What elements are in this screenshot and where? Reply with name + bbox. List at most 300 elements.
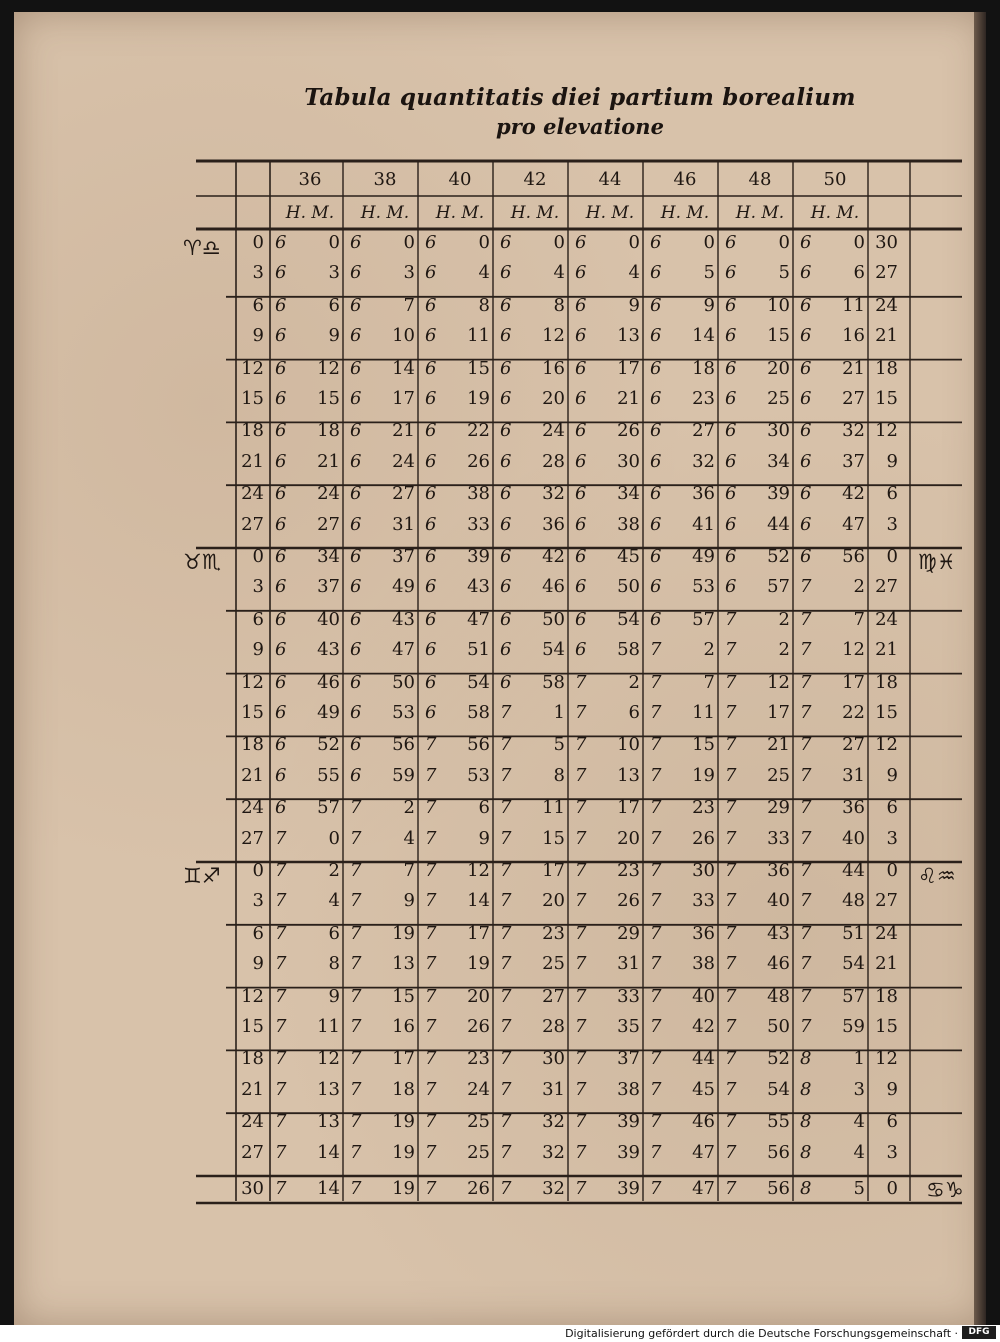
minute-value: 19	[467, 953, 490, 975]
minute-value: 17	[542, 860, 565, 881]
hour-value: 7	[275, 1016, 287, 1037]
hour-value: 7	[500, 1141, 512, 1163]
hour-value: 6	[350, 388, 362, 409]
hour-value: 6	[650, 608, 662, 630]
minute-value: 47	[842, 513, 865, 535]
degree-left: 9	[252, 953, 264, 975]
hour-value: 7	[575, 890, 587, 912]
hour-value: 6	[350, 734, 362, 756]
minute-value: 0	[778, 232, 790, 253]
minute-value: 25	[467, 1141, 490, 1163]
hour-value: 6	[575, 450, 587, 472]
minute-value: 21	[392, 420, 415, 442]
minute-value: 12	[467, 860, 490, 881]
elevation-header: 40	[448, 169, 472, 190]
minute-value: 32	[842, 420, 865, 442]
minute-value: 38	[467, 483, 490, 505]
elevation-header: 46	[673, 169, 697, 190]
minute-value: 19	[392, 1178, 415, 1199]
hour-value: 7	[500, 860, 512, 881]
hour-value: 6	[575, 357, 587, 379]
hour-value: 7	[425, 1016, 437, 1037]
hour-value: 7	[350, 1078, 362, 1100]
hour-value: 6	[650, 325, 662, 347]
degree-left: 18	[241, 1048, 264, 1070]
hour-value: 7	[350, 1016, 362, 1037]
hour-value: 7	[350, 922, 362, 944]
hour-value: 6	[275, 639, 287, 661]
minute-value: 20	[617, 827, 640, 849]
hour-value: 6	[350, 357, 362, 379]
hour-value: 6	[800, 546, 812, 567]
minute-value: 54	[767, 1078, 790, 1100]
hour-value: 7	[725, 764, 737, 786]
minute-value: 4	[403, 827, 415, 849]
hour-value: 6	[425, 702, 437, 723]
zodiac-right: ♋♑	[926, 1178, 964, 1202]
minute-value: 26	[467, 1016, 490, 1037]
minute-value: 40	[692, 985, 715, 1007]
elevation-header: 44	[598, 169, 622, 190]
hour-value: 6	[800, 388, 812, 409]
hour-value: 7	[500, 922, 512, 944]
minute-value: 14	[392, 357, 415, 379]
degree-right: 0	[886, 1178, 898, 1199]
minute-value: 9	[328, 985, 340, 1007]
minute-value: 42	[842, 483, 865, 505]
minute-value: 43	[392, 608, 415, 630]
minute-value: 15	[542, 827, 565, 849]
minute-value: 41	[692, 513, 715, 535]
hour-value: 7	[800, 985, 812, 1007]
minute-value: 24	[392, 450, 415, 472]
hour-value: 6	[725, 513, 737, 535]
hour-value: 6	[275, 513, 287, 535]
degree-left: 12	[241, 357, 264, 379]
minute-value: 16	[542, 357, 565, 379]
hour-value: 6	[350, 450, 362, 472]
page-subtitle: pro elevatione	[496, 114, 664, 139]
minute-value: 54	[467, 671, 490, 693]
footer-credit: Digitalisierung gefördert durch die Deutsche Forschungsgemeinschaft ·	[565, 1327, 958, 1340]
hm-header: H. M.	[360, 203, 410, 223]
hour-value: 7	[800, 671, 812, 693]
minute-value: 45	[692, 1078, 715, 1100]
minute-value: 0	[403, 232, 415, 253]
minute-value: 38	[617, 513, 640, 535]
minute-value: 8	[328, 953, 340, 975]
hour-value: 6	[500, 513, 512, 535]
minute-value: 2	[628, 671, 640, 693]
minute-value: 19	[392, 922, 415, 944]
minute-value: 13	[317, 1111, 340, 1133]
degree-right: 3	[886, 513, 898, 535]
minute-value: 18	[692, 357, 715, 379]
minute-value: 47	[467, 608, 490, 630]
hour-value: 7	[575, 985, 587, 1007]
minute-value: 18	[392, 1078, 415, 1100]
hour-value: 7	[650, 827, 662, 849]
minute-value: 27	[692, 420, 715, 442]
hour-value: 6	[650, 294, 662, 316]
minute-value: 18	[317, 420, 340, 442]
hour-value: 7	[275, 1178, 287, 1199]
hour-value: 7	[800, 702, 812, 723]
minute-value: 25	[767, 764, 790, 786]
minute-value: 4	[853, 1111, 865, 1133]
degree-right: 9	[886, 1078, 898, 1100]
degree-left: 15	[241, 1016, 264, 1037]
degree-left: 0	[252, 860, 264, 881]
degree-left: 30	[241, 1178, 264, 1199]
hour-value: 7	[725, 797, 737, 819]
hour-value: 6	[800, 357, 812, 379]
minute-value: 14	[317, 1178, 340, 1199]
hour-value: 6	[350, 608, 362, 630]
hour-value: 6	[350, 232, 362, 253]
minute-value: 56	[842, 546, 865, 567]
hour-value: 7	[350, 890, 362, 912]
hour-value: 6	[500, 483, 512, 505]
hour-value: 6	[500, 671, 512, 693]
minute-value: 32	[542, 483, 565, 505]
minute-value: 31	[617, 953, 640, 975]
hour-value: 7	[425, 1141, 437, 1163]
hour-value: 6	[650, 483, 662, 505]
hour-value: 7	[575, 1078, 587, 1100]
hour-value: 6	[725, 483, 737, 505]
minute-value: 36	[542, 513, 565, 535]
minute-value: 46	[767, 953, 790, 975]
minute-value: 26	[617, 420, 640, 442]
minute-value: 46	[542, 576, 565, 598]
degree-right: 3	[886, 827, 898, 849]
hour-value: 7	[350, 860, 362, 881]
minute-value: 9	[478, 827, 490, 849]
minute-value: 52	[767, 546, 790, 567]
hour-value: 7	[500, 827, 512, 849]
hour-value: 6	[275, 232, 287, 253]
hm-header: H. M.	[510, 203, 560, 223]
hour-value: 6	[425, 388, 437, 409]
hm-header: H. M.	[435, 203, 485, 223]
hour-value: 7	[275, 953, 287, 975]
hour-value: 7	[425, 890, 437, 912]
minute-value: 5	[853, 1178, 865, 1199]
minute-value: 0	[478, 232, 490, 253]
minute-value: 32	[542, 1111, 565, 1133]
hour-value: 7	[725, 639, 737, 661]
hour-value: 6	[725, 325, 737, 347]
hour-value: 7	[575, 1178, 587, 1199]
minute-value: 13	[317, 1078, 340, 1100]
hour-value: 6	[500, 388, 512, 409]
minute-value: 8	[478, 294, 490, 316]
minute-value: 39	[617, 1178, 640, 1199]
minute-value: 11	[317, 1016, 340, 1037]
minute-value: 26	[617, 890, 640, 912]
hour-value: 6	[650, 357, 662, 379]
minute-value: 29	[617, 922, 640, 944]
hour-value: 7	[575, 1141, 587, 1163]
minute-value: 17	[392, 1048, 415, 1070]
hour-value: 7	[650, 1078, 662, 1100]
degree-left: 3	[252, 262, 264, 284]
minute-value: 42	[542, 546, 565, 567]
hour-value: 6	[650, 546, 662, 567]
minute-value: 17	[467, 922, 490, 944]
minute-value: 37	[392, 546, 415, 567]
degree-right: 6	[886, 483, 898, 505]
minute-value: 10	[392, 325, 415, 347]
minute-value: 43	[467, 576, 490, 598]
minute-value: 12	[842, 639, 865, 661]
minute-value: 33	[692, 890, 715, 912]
hour-value: 6	[350, 262, 362, 284]
minute-value: 50	[617, 576, 640, 598]
minute-value: 0	[328, 827, 340, 849]
hour-value: 6	[725, 262, 737, 284]
hour-value: 6	[500, 639, 512, 661]
minute-value: 40	[317, 608, 340, 630]
minute-value: 34	[317, 546, 340, 567]
degree-left: 12	[241, 985, 264, 1007]
hour-value: 7	[350, 953, 362, 975]
minute-value: 21	[767, 734, 790, 756]
hour-value: 6	[350, 325, 362, 347]
minute-value: 53	[692, 576, 715, 598]
minute-value: 22	[467, 420, 490, 442]
minute-value: 5	[553, 734, 565, 756]
minute-value: 39	[467, 546, 490, 567]
hour-value: 6	[350, 671, 362, 693]
hour-value: 7	[575, 922, 587, 944]
minute-value: 33	[467, 513, 490, 535]
minute-value: 34	[617, 483, 640, 505]
minute-value: 38	[692, 953, 715, 975]
minute-value: 54	[542, 639, 565, 661]
minute-value: 47	[392, 639, 415, 661]
minute-value: 12	[317, 357, 340, 379]
hour-value: 6	[725, 450, 737, 472]
degree-right: 24	[875, 608, 898, 630]
hour-value: 6	[650, 262, 662, 284]
minute-value: 9	[628, 294, 640, 316]
hour-value: 7	[425, 953, 437, 975]
hour-value: 6	[500, 576, 512, 598]
hour-value: 7	[650, 702, 662, 723]
dfg-logo: DFG	[962, 1326, 996, 1339]
minute-value: 50	[767, 1016, 790, 1037]
minute-value: 38	[617, 1078, 640, 1100]
minute-value: 56	[767, 1141, 790, 1163]
hour-value: 6	[425, 639, 437, 661]
minute-value: 58	[542, 671, 565, 693]
degree-right: 9	[886, 764, 898, 786]
degree-left: 15	[241, 388, 264, 409]
minute-value: 0	[853, 232, 865, 253]
degree-left: 21	[241, 764, 264, 786]
minute-value: 10	[617, 734, 640, 756]
minute-value: 37	[842, 450, 865, 472]
degree-right: 18	[875, 357, 898, 379]
minute-value: 2	[853, 576, 865, 598]
minute-value: 0	[328, 232, 340, 253]
elevation-header: 36	[298, 169, 322, 190]
minute-value: 31	[842, 764, 865, 786]
minute-value: 50	[392, 671, 415, 693]
minute-value: 25	[467, 1111, 490, 1133]
minute-value: 33	[617, 985, 640, 1007]
minute-value: 54	[617, 608, 640, 630]
minute-value: 36	[692, 483, 715, 505]
minute-value: 17	[392, 388, 415, 409]
minute-value: 54	[842, 953, 865, 975]
hour-value: 6	[275, 450, 287, 472]
hour-value: 7	[575, 734, 587, 756]
hour-value: 6	[575, 608, 587, 630]
minute-value: 7	[853, 608, 865, 630]
degree-right: 21	[875, 953, 898, 975]
minute-value: 11	[842, 294, 865, 316]
minute-value: 32	[542, 1178, 565, 1199]
minute-value: 16	[392, 1016, 415, 1037]
hour-value: 7	[725, 1048, 737, 1070]
minute-value: 53	[467, 764, 490, 786]
hour-value: 7	[725, 985, 737, 1007]
minute-value: 16	[842, 325, 865, 347]
hour-value: 6	[500, 608, 512, 630]
hour-value: 6	[725, 357, 737, 379]
minute-value: 4	[328, 890, 340, 912]
minute-value: 7	[403, 294, 415, 316]
hour-value: 7	[425, 764, 437, 786]
minute-value: 56	[467, 734, 490, 756]
minute-value: 6	[853, 262, 865, 284]
minute-value: 15	[317, 388, 340, 409]
hour-value: 6	[650, 420, 662, 442]
minute-value: 21	[317, 450, 340, 472]
minute-value: 21	[617, 388, 640, 409]
hour-value: 6	[425, 513, 437, 535]
hour-value: 7	[500, 797, 512, 819]
hour-value: 7	[725, 890, 737, 912]
hour-value: 7	[725, 1016, 737, 1037]
hour-value: 7	[800, 922, 812, 944]
degree-right: 6	[886, 797, 898, 819]
minute-value: 52	[767, 1048, 790, 1070]
minute-value: 35	[617, 1016, 640, 1037]
minute-value: 26	[692, 827, 715, 849]
minute-value: 30	[767, 420, 790, 442]
minute-value: 59	[392, 764, 415, 786]
minute-value: 2	[403, 797, 415, 819]
minute-value: 50	[542, 608, 565, 630]
hour-value: 7	[800, 734, 812, 756]
minute-value: 27	[392, 483, 415, 505]
minute-value: 4	[628, 262, 640, 284]
hour-value: 7	[575, 1016, 587, 1037]
minute-value: 19	[392, 1111, 415, 1133]
hour-value: 7	[275, 1078, 287, 1100]
minute-value: 40	[842, 827, 865, 849]
hour-value: 7	[575, 797, 587, 819]
hour-value: 7	[425, 1078, 437, 1100]
degree-right: 24	[875, 294, 898, 316]
hour-value: 7	[275, 890, 287, 912]
minute-value: 34	[767, 450, 790, 472]
hour-value: 6	[500, 262, 512, 284]
degree-left: 12	[241, 671, 264, 693]
hour-value: 7	[500, 1111, 512, 1133]
hour-value: 6	[275, 764, 287, 786]
minute-value: 4	[853, 1141, 865, 1163]
minute-value: 57	[842, 985, 865, 1007]
page-title: Tabula quantitatis diei partium borealium	[304, 84, 856, 111]
hour-value: 7	[350, 797, 362, 819]
hour-value: 6	[650, 388, 662, 409]
minute-value: 56	[767, 1178, 790, 1199]
hour-value: 6	[275, 734, 287, 756]
hour-value: 7	[800, 827, 812, 849]
minute-value: 8	[553, 764, 565, 786]
minute-value: 11	[692, 702, 715, 723]
hour-value: 7	[800, 608, 812, 630]
minute-value: 15	[467, 357, 490, 379]
minute-value: 43	[317, 639, 340, 661]
minute-value: 46	[692, 1111, 715, 1133]
minute-value: 30	[692, 860, 715, 881]
minute-value: 17	[767, 702, 790, 723]
hour-value: 6	[275, 357, 287, 379]
elevation-header: 38	[373, 169, 397, 190]
hour-value: 7	[650, 1048, 662, 1070]
hour-value: 7	[425, 985, 437, 1007]
hour-value: 6	[350, 294, 362, 316]
hour-value: 6	[800, 513, 812, 535]
minute-value: 52	[317, 734, 340, 756]
hour-value: 6	[500, 450, 512, 472]
hour-value: 7	[350, 1048, 362, 1070]
minute-value: 6	[328, 294, 340, 316]
hour-value: 7	[800, 953, 812, 975]
hour-value: 6	[350, 546, 362, 567]
zodiac-left: ♈♎	[183, 236, 221, 260]
minute-value: 27	[317, 513, 340, 535]
minute-value: 48	[767, 985, 790, 1007]
hour-value: 6	[575, 420, 587, 442]
degree-left: 27	[241, 827, 264, 849]
hour-value: 7	[650, 1141, 662, 1163]
minute-value: 23	[692, 388, 715, 409]
hour-value: 7	[650, 639, 662, 661]
hour-value: 7	[275, 827, 287, 849]
degree-left: 18	[241, 734, 264, 756]
hour-value: 6	[725, 576, 737, 598]
hour-value: 7	[800, 890, 812, 912]
hour-value: 8	[800, 1078, 812, 1100]
hour-value: 6	[650, 232, 662, 253]
hour-value: 8	[800, 1048, 812, 1070]
hour-value: 7	[725, 608, 737, 630]
hour-value: 6	[800, 262, 812, 284]
minute-value: 53	[392, 702, 415, 723]
hour-value: 7	[575, 1048, 587, 1070]
minute-value: 2	[703, 639, 715, 661]
hour-value: 6	[500, 420, 512, 442]
minute-value: 14	[692, 325, 715, 347]
hour-value: 7	[425, 827, 437, 849]
